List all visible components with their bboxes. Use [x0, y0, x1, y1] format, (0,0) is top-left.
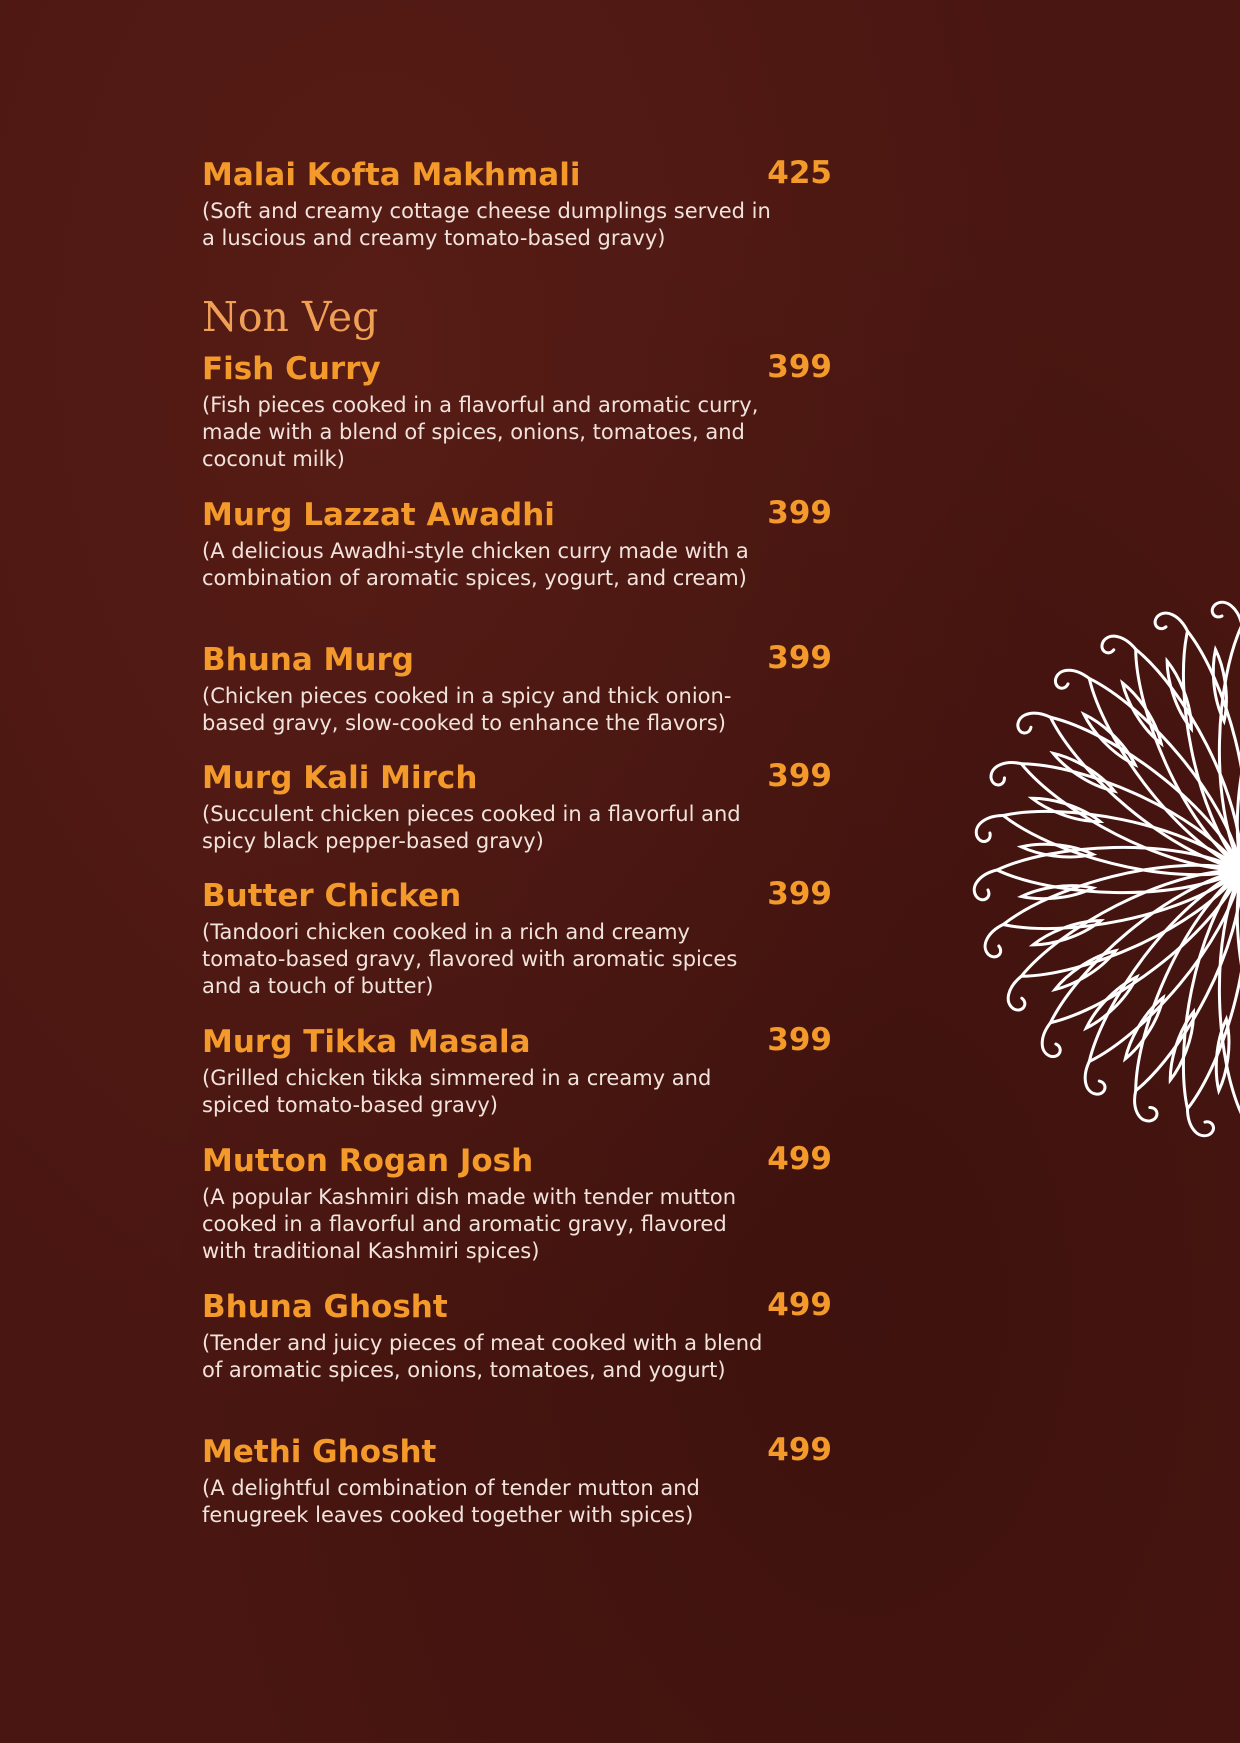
item-name: Bhuna Ghosht [202, 1289, 448, 1325]
item-name: Fish Curry [202, 351, 381, 387]
item-description: (A popular Kashmiri dish made with tender mutton cooked in a flavorful and aromatic gravy, flavored with traditional Kashmiri spices) [202, 1185, 737, 1263]
mandala-curl [988, 754, 1021, 791]
mandala-leaf [1162, 659, 1197, 731]
item-price: 399 [767, 876, 832, 912]
item-name: Bhuna Murg [202, 642, 414, 678]
item-price: 399 [767, 349, 832, 385]
item-name: Murg Lazzat Awadhi [202, 497, 555, 533]
mandala-curl [1212, 602, 1240, 625]
mandala-petal [998, 793, 1240, 892]
mandala-flower-icon [920, 560, 1240, 1180]
mandala-curl [1153, 609, 1187, 638]
item-name: Malai Kofta Makhmali [202, 157, 581, 193]
item-price: 399 [767, 758, 832, 794]
item-price: 499 [767, 1432, 832, 1468]
mandala-leaf [1210, 649, 1230, 722]
item-name: Murg Kali Mirch [202, 760, 478, 796]
mandala-curl [1075, 1062, 1112, 1098]
item-price: 399 [767, 495, 832, 531]
mandala-leaf [1082, 973, 1141, 1032]
mandala-curl [1099, 629, 1136, 662]
item-description: (Grilled chicken tikka simmered in a creamy and spiced tomato-based gravy) [202, 1066, 712, 1117]
item-name: Mutton Rogan Josh [202, 1143, 534, 1179]
mandala-curl [1001, 976, 1034, 1013]
mandala-petal [997, 847, 1240, 892]
item-description: (Tender and juicy pieces of meat cooked with a blend of aromatic spices, onions, tomatoes, and yogurt) [202, 1331, 763, 1382]
mandala-curl [981, 925, 1010, 959]
mandala-curl [1126, 1091, 1163, 1124]
mandala-leaf [1080, 710, 1139, 769]
mandala-leaf [1031, 915, 1103, 950]
item-name: Methi Ghosht [202, 1434, 437, 1470]
item-description: (Chicken pieces cooked in a spicy and thick onion-based gravy, slow-cooked to enhance the flavors) [202, 684, 732, 735]
mandala-curl [1014, 703, 1050, 740]
item-description: (Tandoori chicken cooked in a rich and creamy tomato-based gravy, flavored with aromatic spices and a touch of butter) [202, 920, 738, 998]
section-title-non-veg: Non Veg [202, 293, 379, 341]
mandala-curl [1033, 1023, 1069, 1060]
item-name: Butter Chicken [202, 878, 462, 914]
item-description: (A delightful combination of tender mutton and fenugreek leaves cooked together with spices) [202, 1476, 700, 1527]
item-description: (A delicious Awadhi-style chicken curry made with a combination of aromatic spices, yogurt, and cream) [202, 539, 749, 590]
item-description: (Fish pieces cooked in a flavorful and aromatic curry, made with a blend of spices, onions, tomatoes, and coconut milk) [202, 393, 759, 471]
mandala-curl [1052, 661, 1089, 697]
mandala-curl [974, 870, 997, 900]
item-price: 399 [767, 1022, 832, 1058]
item-price: 499 [767, 1141, 832, 1177]
mandala-curl [1182, 1109, 1216, 1138]
mandala-curl [974, 810, 1003, 844]
item-description: (Soft and creamy cottage cheese dumplings served in a luscious and creamy tomato-based gravy) [202, 199, 771, 250]
item-price: 399 [767, 640, 832, 676]
item-price: 499 [767, 1287, 832, 1323]
item-name: Murg Tikka Masala [202, 1024, 531, 1060]
mandala-leaf [1021, 882, 1094, 902]
item-price: 425 [767, 155, 832, 191]
item-description: (Succulent chicken pieces cooked in a flavorful and spicy black pepper-based gravy) [202, 802, 741, 853]
